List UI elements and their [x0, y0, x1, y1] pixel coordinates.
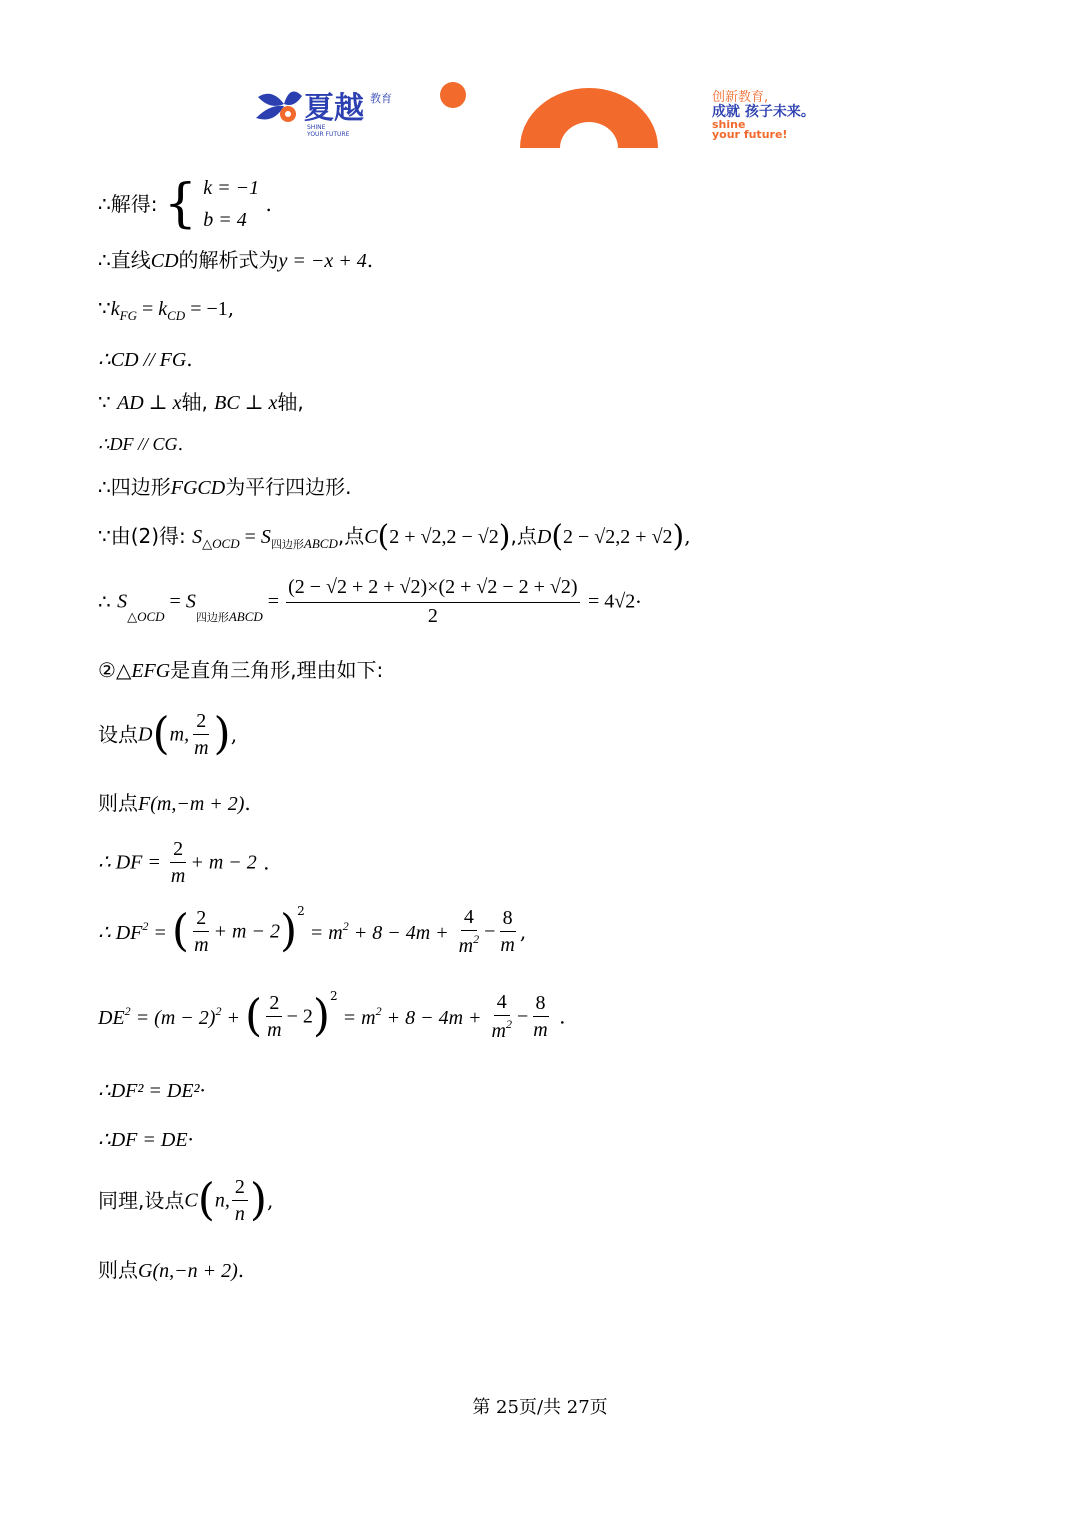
area-result: = 4√2 — [587, 590, 636, 613]
line2-equation: y = −x + 4 — [278, 250, 367, 272]
equation-system — [203, 172, 259, 236]
slogan-line4: your future! — [712, 128, 788, 141]
solution-line-10 — [98, 660, 383, 681]
because-symbol-2: ∵ — [98, 392, 111, 414]
line2-prefix: ∴直线 — [98, 248, 151, 272]
solution-line-3: $\because k_{FG} = k_{CD} = -1$, — [98, 296, 235, 323]
line2-mid: 的解析式为 — [178, 248, 279, 272]
left-brace: { — [163, 174, 197, 234]
line18-prefix: 同理,设点 — [98, 1188, 185, 1213]
because-symbol: ∵ — [98, 298, 111, 320]
s-sub-ocd: △OCD — [202, 536, 240, 551]
point-g-expr: G(n,−n + 2) — [138, 1260, 238, 1282]
line8-prefix: ∵由(2)得: — [98, 524, 186, 548]
line7-fgcd: FGCD — [170, 477, 226, 499]
solution-line-4: ∴CD // FG. — [98, 347, 193, 371]
orange-arc-icon — [520, 88, 658, 148]
line6-text: ∴DF // CG — [98, 434, 178, 454]
line19-prefix: 则点 — [98, 1258, 138, 1282]
line7-prefix: ∴四边形 — [98, 475, 171, 499]
line11-prefix: 设点 — [98, 722, 138, 747]
ad-perp: AD ⊥ x — [117, 392, 182, 414]
header-graphic — [0, 0, 1080, 160]
bc-perp: BC ⊥ x — [214, 392, 278, 414]
solution-line-9: ∴ $S_{\triangle OCD} = S_{四边形ABCD}$ = $\frac{(2 - √2 + 2 + √2)\times(2 + √2 - 2 + √2)}{2}$ = 4√2· — [98, 576, 642, 627]
area-fraction — [286, 576, 580, 627]
s-sub-abcd: ABCD — [303, 536, 338, 551]
solution-line-11: 设点D(m, $\frac{2}{m}$ ), — [98, 708, 238, 760]
area-fraction-numerator: (2 − √2 + 2 + √2)×(2 + √2 − 2 + √2) — [286, 576, 580, 603]
line3-value: = −1 — [185, 298, 228, 320]
line12-prefix: 则点 — [98, 791, 138, 815]
line7-suffix: 为平行四边形. — [225, 475, 352, 499]
k-symbol: k — [110, 298, 120, 320]
s-sub-quad-2: 四边形 — [195, 611, 229, 624]
line10-suffix: 是直角三角形,理由如下: — [170, 658, 384, 682]
point-c-coords: 2 + √2,2 − √2 — [389, 526, 499, 548]
brand-en-line1: SHINE — [307, 124, 326, 131]
point-d-coords: 2 − √2,2 + √2 — [563, 526, 673, 548]
system-eq-b: b = 4 — [203, 209, 247, 231]
solution-line-19: 则点G(n,−n + 2). — [98, 1258, 245, 1282]
solution-line-12: 则点F(m,−m + 2). — [98, 791, 251, 815]
brand-edu: 教育 — [370, 92, 392, 105]
k-sub-cd: CD — [167, 308, 186, 323]
s-sub-abcd-2: ABCD — [228, 609, 263, 624]
solution-line-8: ∵由(2)得: $S_{\triangle OCD} = S_{四边形ABCD}$,点C(2 + √2,2 − √2),点D(2 − √2,2 + √2), — [98, 519, 691, 554]
solution-line-2: ∴直线CD的解析式为y = −x + 4. — [98, 248, 374, 272]
solution-line-13: ∴ DF = $\frac{2}{m}$ + m − 2 . — [98, 838, 270, 887]
slogan-line3: shine — [712, 118, 746, 131]
k-symbol-2: k — [158, 298, 168, 320]
solution-line-14: ∴ $DF^2$ = ( $\frac{2}{m}$ + $m - 2)^2 = m^2 + 8 - 4m$ + $\frac{4}{m^2}$ − $\frac{8}{m}$ , — [98, 904, 527, 957]
page-number: 第 25页/共 27页 — [472, 1397, 608, 1418]
point-f-expr: F(m,−m + 2) — [138, 793, 245, 815]
line2-cd: CD — [150, 250, 179, 272]
brand-logo-icon — [256, 92, 302, 123]
k-sub-fg: FG — [119, 308, 137, 323]
axis-label-1: 轴, — [181, 390, 208, 414]
solution-line-15: $DE^2 = (m - 2)^2$ + ( $\frac{2}{m}$ − $2)^2 = m^2 + 8 - 4m$ + $\frac{4}{m^2}$ − $\frac{8}{m}$ . — [98, 989, 566, 1042]
area-fraction-denominator: 2 — [427, 605, 438, 627]
page-header — [0, 0, 1080, 160]
line1-prefix: ∴解得: — [98, 192, 158, 216]
brand-name: 夏越 — [304, 91, 364, 126]
orange-dot-icon — [440, 82, 466, 108]
slogan-line2: 成就 孩子未来。 — [712, 104, 815, 120]
system-eq-k: k = −1 — [203, 177, 260, 199]
triangle-efg: △EFG — [115, 660, 171, 682]
solution-line-5 — [98, 392, 304, 413]
solution-line-7 — [98, 477, 352, 498]
circled-two: ② — [98, 660, 116, 682]
line4-text: ∴CD // FG — [98, 349, 187, 371]
slogan-line1: 创新教育, — [712, 90, 769, 105]
solution-line-6: ∴DF // CG. — [98, 434, 184, 455]
point-c-label: ,点 — [337, 524, 365, 548]
axis-label-2: 轴, — [277, 390, 304, 414]
solution-line-16: ∴DF² = DE²· — [98, 1078, 206, 1102]
solution-line-18: 同理,设点C(n, $\frac{2}{n}$ ), — [98, 1174, 274, 1226]
s-sub-quad: 四边形 — [270, 538, 304, 551]
line17-text: ∴DF = DE — [98, 1129, 188, 1151]
line16-text: ∴DF² = DE² — [98, 1080, 200, 1102]
solution-line-17: ∴DF = DE· — [98, 1127, 194, 1151]
brand-en-line2: YOUR FUTURE — [307, 131, 350, 138]
solution-line-1: ∴解得: { k = −1 b = 4 . — [98, 174, 272, 234]
point-d-label: ,点 — [510, 524, 537, 548]
